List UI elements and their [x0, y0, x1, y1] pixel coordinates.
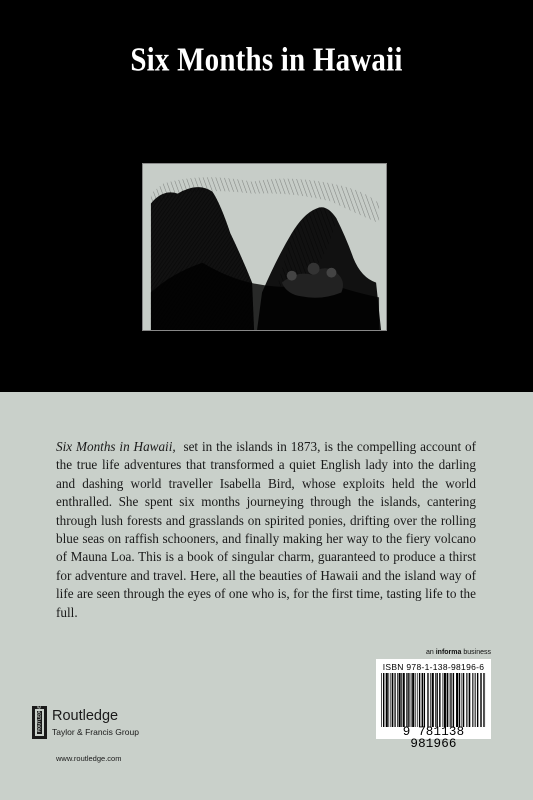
isbn-label: ISBN 978-1-138-98196-6 — [382, 662, 485, 672]
barcode-bar — [453, 673, 454, 727]
barcode-bar — [468, 673, 469, 727]
barcode-bar — [409, 673, 410, 727]
barcode-bar — [480, 673, 481, 727]
barcode-bar — [415, 673, 416, 727]
barcode-digits: 9 781138 981966 — [402, 725, 465, 751]
barcode-bar — [424, 673, 425, 727]
barcode-bar — [459, 673, 460, 727]
barcode-bar — [430, 673, 431, 727]
barcode-bar — [462, 673, 463, 727]
barcode-bar — [449, 673, 450, 727]
barcode-bar — [388, 673, 389, 727]
barcode-bar — [383, 673, 384, 727]
barcode-bar — [381, 673, 382, 727]
barcode-bar — [432, 673, 434, 727]
barcode-bar — [419, 673, 420, 727]
barcode-bar — [386, 673, 388, 727]
barcode-bar — [428, 673, 429, 727]
barcode-bar — [447, 673, 448, 727]
publisher-url[interactable]: www.routledge.com — [56, 754, 122, 763]
barcode-bar — [466, 673, 467, 727]
description-text: set in the islands in 1873, is the compelling account of the true life adventures that transformed a quiet English lady into the darling and dashing world traveller Isabella Bird, whose exploits held the world enthralled. She spent six months journeying through the islands, cantering through lush forests and grasslands on spirited ponies, drifting over the rolling blue seas on raffish schooners, and finally making her way to the fiery volcano of Mauna Loa. This is a book of singular charm, guaranteed to produce a thirst for adventure and travel. Here, all the beauties of Hawaii and the island way of life are seen through the eyes of one who is, for the first time, tasting life to the full. — [56, 439, 476, 620]
barcode-bar — [390, 673, 391, 727]
barcode — [376, 659, 491, 751]
barcode-bar — [484, 673, 485, 727]
barcode-bar — [394, 673, 395, 727]
barcode-bar — [443, 673, 444, 727]
barcode-bars — [380, 673, 487, 727]
informa-brand: informa — [435, 649, 462, 656]
barcode-bar — [475, 673, 476, 727]
informa-prefix: an — [426, 649, 436, 656]
book-title: Six Months in Hawaii — [130, 41, 403, 79]
cover-illustration — [142, 163, 387, 331]
barcode-bar — [451, 673, 452, 727]
book-title-italic: Six Months in Hawaii, — [56, 439, 176, 454]
routledge-logo-icon — [32, 706, 47, 739]
barcode-bar — [392, 673, 393, 727]
barcode-bar — [417, 673, 418, 727]
barcode-bar — [397, 673, 398, 727]
barcode-bar — [472, 673, 473, 727]
informa-suffix: business — [461, 649, 491, 656]
barcode-bar — [406, 673, 407, 727]
barcode-bar — [463, 673, 464, 727]
logo-vertical-text: ROUTLEDGE — [36, 706, 42, 732]
barcode-bar — [450, 673, 451, 727]
mountain-engraving-image — [143, 164, 386, 330]
barcode-bar — [401, 673, 402, 727]
barcode-bar — [407, 673, 408, 727]
barcode-bar — [436, 673, 437, 727]
book-description — [56, 438, 476, 622]
informa-tagline — [426, 649, 491, 656]
barcode-bar — [412, 673, 414, 727]
barcode-bar — [456, 673, 458, 727]
barcode-bar — [403, 673, 405, 727]
barcode-bar — [483, 673, 484, 727]
barcode-bar — [435, 673, 436, 727]
barcode-bar — [477, 673, 478, 727]
barcode-bar — [411, 673, 412, 727]
publisher-group: Taylor & Francis Group — [52, 727, 139, 737]
barcode-bar — [395, 673, 396, 727]
barcode-bar — [469, 673, 470, 727]
barcode-bar — [474, 673, 475, 727]
barcode-bar — [439, 673, 440, 727]
publisher-name: Routledge — [52, 708, 119, 724]
barcode-bar — [427, 673, 428, 727]
barcode-bar — [399, 673, 401, 727]
barcode-bar — [422, 673, 423, 727]
barcode-bar — [444, 673, 446, 727]
